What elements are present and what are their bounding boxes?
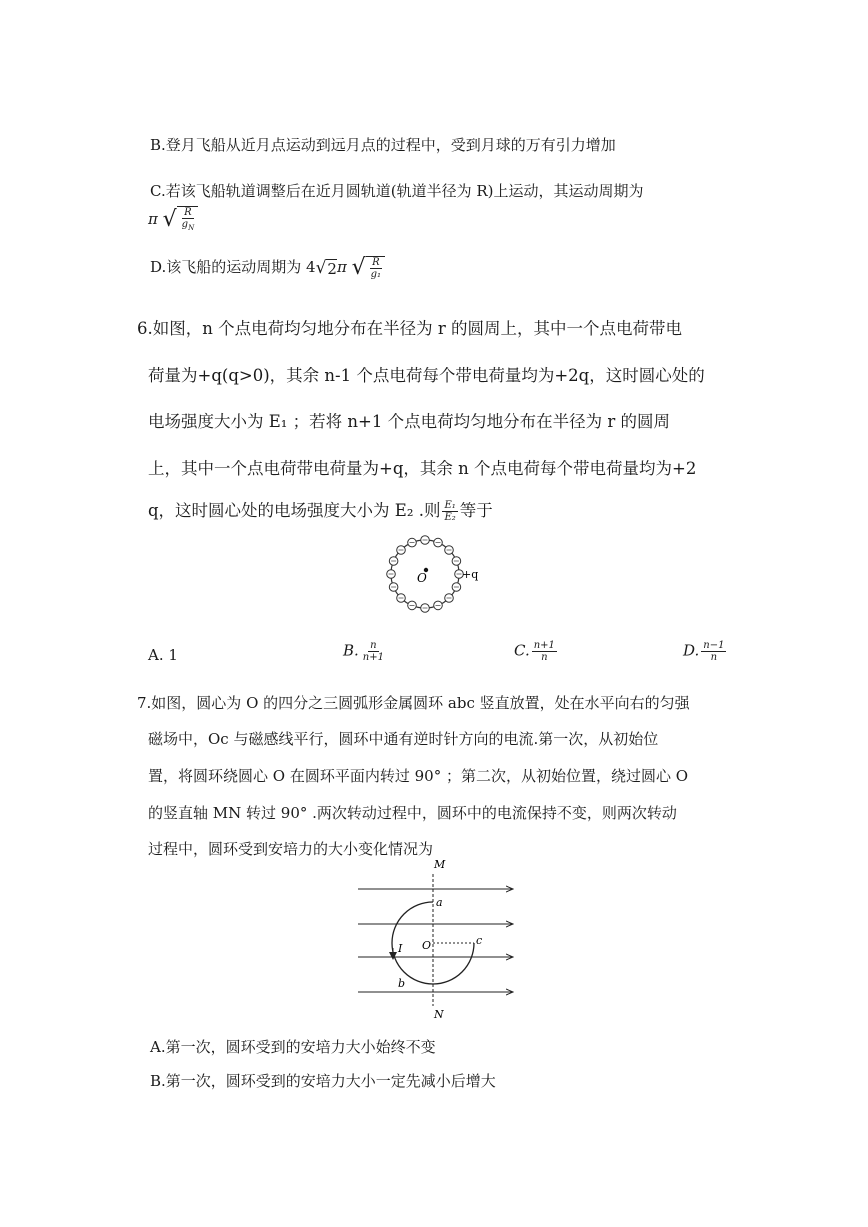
q6-line5-suffix: 等于	[459, 501, 493, 520]
frac-numerator: R	[372, 257, 380, 268]
q6-option-a: A. 1	[148, 646, 178, 664]
label-m: M	[434, 860, 446, 871]
q5-option-c: C.若该飞船轨道调整后在近月圆轨道(轨道半径为 R)上运动，其运动周期为	[150, 182, 644, 200]
q7-text-line1: 7.如图，圆心为 O 的四分之三圆弧形金属圆环 abc 竖直放置，处在水平向右的匀强	[137, 694, 690, 712]
q6-option-c	[514, 640, 559, 663]
frac-denominator: n+1	[362, 652, 384, 663]
option-letter: D.	[683, 641, 700, 660]
q5-option-d: D.该飞船的运动周期为 4 √ 2 π √ $\frac{R}{\text{g₁}}$	[150, 256, 385, 280]
frac-denominator: g₁	[370, 269, 382, 280]
q6-text-line2: 荷量为+q(q>0)，其余 n-1 个点电荷每个带电荷量均为+2q，这时圆心处的	[148, 366, 705, 385]
sqrt-expression: √ $\frac{R}{g_N}$	[163, 206, 199, 234]
q7-text-line2: 磁场中，Oc 与磁感线平行，圆环中通有逆时针方向的电流.第一次，从初始位	[148, 730, 659, 748]
q6-text-line4: 上，其中一个点电荷带电荷量为+q，其余 n 个点电荷每个带电荷量均为+2	[148, 459, 697, 478]
q7-option-b: B.第一次，圆环受到的安培力大小一定先减小后增大	[150, 1072, 496, 1090]
frac-denominator: $g_N$	[181, 219, 195, 232]
q6-text-line1: 6.如图，n 个点电荷均匀地分布在半径为 r 的圆周上，其中一个点电荷带电	[137, 319, 682, 338]
label-o: O	[422, 939, 432, 952]
q5-option-b: B.登月飞船从近月点运动到远月点的过程中，受到月球的万有引力增加	[150, 136, 616, 154]
q7-option-a: A.第一次，圆环受到的安培力大小始终不变	[150, 1038, 436, 1056]
frac-denominator: n	[541, 652, 548, 663]
option-letter: B.	[343, 641, 359, 660]
q5-option-d-prefix: D.该飞船的运动周期为 4	[150, 258, 316, 276]
sqrt-expression: √ $\frac{R}{\text{g₁}}$	[352, 256, 385, 280]
q7-text-line4: 的竖直轴 MN 转过 90° .两次转动过程中，圆环中的电流保持不变，则两次转动	[148, 804, 677, 822]
frac-numerator: R	[184, 207, 192, 218]
q6-option-b	[343, 640, 388, 663]
q6-text-line3: 电场强度大小为 E₁ ；若将 n+1 个点电荷均匀地分布在半径为 r 的圆周	[148, 412, 670, 431]
q6-line5-prefix: q，这时圆心处的电场强度大小为 E₂ .则	[148, 501, 441, 520]
q6-charge-ring-figure	[378, 532, 488, 620]
sqrt-two: 2	[327, 259, 337, 278]
q7-ring-magnetic-field-figure	[355, 860, 520, 1020]
label-i: I	[398, 942, 403, 955]
frac-denominator: n	[710, 652, 718, 663]
frac-denominator: E₂	[444, 512, 456, 523]
q6-option-d	[683, 640, 728, 663]
pi-symbol: π	[148, 210, 158, 228]
frac-numerator: n	[370, 640, 377, 651]
frac-numerator: E₁	[444, 500, 456, 511]
label-b: b	[398, 977, 406, 990]
label-n: N	[434, 1008, 444, 1020]
center-label: O	[417, 571, 427, 585]
q6-text-line5	[148, 497, 493, 523]
label-c: c	[476, 934, 483, 947]
q5-option-c-formula	[148, 206, 198, 234]
frac-numerator: n+1	[533, 640, 555, 651]
charge-label: +q	[462, 568, 479, 581]
frac-numerator: n−1	[703, 640, 725, 651]
q7-text-line5: 过程中，圆环受到安培力的大小变化情况为	[148, 840, 434, 858]
q7-text-line3: 置，将圆环绕圆心 O 在圆环平面内转过 90° ；第二次，从初始位置，绕过圆心 O	[148, 767, 689, 785]
pi-symbol: π	[336, 258, 347, 276]
option-letter: C.	[514, 641, 530, 660]
label-a: a	[436, 896, 443, 909]
